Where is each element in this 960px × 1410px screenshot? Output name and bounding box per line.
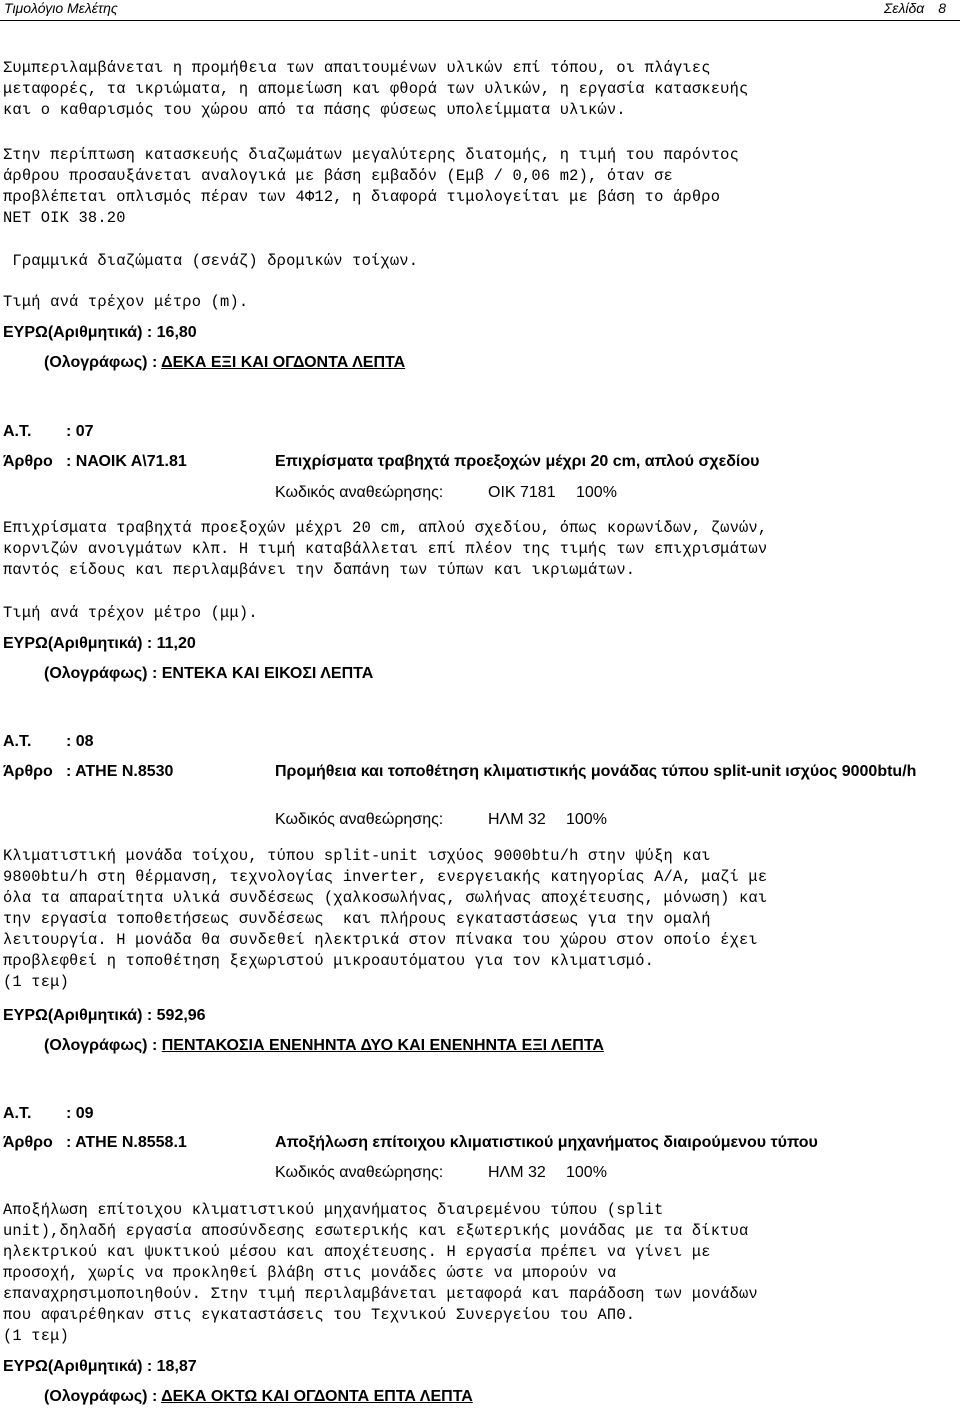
revision-percent: 100% [566,1164,607,1181]
item-description: Αποξήλωση επίτοιχου κλιματιστικού μηχανήματος διαιρεμένου τύπου (split unit),δηλαδή εργασία αποσύνδεσης εσωτερικής και εξωτερικής μονάδας με τα δίκτυα ηλεκτρικού και ψυκτικού μέσου και αποχέτευσης. Η εργασία πρέπει να γίνει με προσοχή, χωρίς να προκληθεί βλάβη στις μονάδες ώστε να μπορούν να επαναχρησιμοποιηθούν. Στην τιμή περιλαμβάνεται μεταφορά και παράδοση των μονάδων που αφαιρέθηκαν στις εγκαταστάσεις του Τεχνικού Συνεργείου του ΑΠΘ. (1 τεμ) [3,1201,758,1345]
page-label: Σελίδα [883,0,925,16]
article-label: Άρθρο [3,1134,53,1151]
words-label: (Ολογράφως) : [44,1037,162,1054]
at-value: : 08 [66,733,94,750]
item-price: ΕΥΡΩ(Αριθμητικά) : 592,96 [3,1007,206,1024]
revision-code: ΟΙΚ 7181 [488,484,556,501]
item-price: ΕΥΡΩ(Αριθμητικά) : 18,87 [3,1358,197,1375]
at-label: Α.Τ. [3,1105,32,1122]
article-value: : ΝΑΟΙΚ Α\71.81 [66,453,187,470]
article-label: Άρθρο [3,453,53,470]
words-label: (Ολογράφως) : [44,1388,162,1405]
at-value: : 07 [66,423,94,440]
item-price: ΕΥΡΩ(Αριθμητικά) : 11,20 [3,635,196,652]
revision-code: ΗΛΜ 32 [488,811,546,828]
item-words [44,664,373,684]
words-value: ΕΝΤΕΚΑ ΚΑΙ ΕΙΚΟΣΙ ΛΕΠΤΑ [161,665,374,682]
item-unit: Τιμή ανά τρέχον μέτρο (μμ). [3,604,258,622]
words-label: (Ολογράφως) : [44,354,162,371]
page-indicator [884,0,946,16]
revision-percent: 100% [566,811,607,828]
revision-code: ΗΛΜ 32 [488,1164,546,1181]
page-number: 8 [938,0,946,16]
item-title: Αποξήλωση επίτοιχου κλιματιστικού μηχανήματος διαιρούμενου τύπου [275,1134,818,1151]
revision-percent: 100% [576,484,617,501]
at-value: : 09 [66,1105,94,1122]
intro-paragraph-2: Στην περίπτωση κατασκευής διαζωμάτων μεγαλύτερης διατομής, η τιμή του παρόντος άρθρου προσαυξάνεται αναλογικά με βάση εμβαδόν (Εμβ / 0,06 m2), όταν σε προβλέπεται οπλισμός πέραν των 4Φ12, η διαφορά τιμολογείται με βάση το άρθρο ΝΕΤ ΟΙΚ 38.20 [3,146,739,227]
article-value: : ΑΤΗΕ Ν.8558.1 [66,1134,187,1151]
intro-subtitle: Γραμμικά διαζώματα (σενάζ) δρομικών τοίχων. [3,252,419,270]
item-title: Επιχρίσματα τραβηχτά προεξοχών μέχρι 20 cm, απλού σχεδίου [275,453,760,470]
intro-paragraph-1: Συμπεριλαμβάνεται η προμήθεια των απαιτουμένων υλικών επί τόπου, οι πλάγιες μεταφορές, τα ικριώματα, η απομείωση και φθορά των υλικών, η εργασία κατασκευής και ο καθαρισμός του χώρου από τα πάσης φύσεως υπολείμματα υλικών. [3,59,749,119]
revision-label: Κωδικός αναθεώρησης: [275,484,444,501]
item-words [44,1036,604,1056]
revision-label: Κωδικός αναθεώρησης: [275,811,444,828]
at-label: Α.Τ. [3,423,32,440]
words-value: ΔΕΚΑ ΟΚΤΩ ΚΑΙ ΟΓΔΟΝΤΑ ΕΠΤΑ ΛΕΠΤΑ [161,1388,473,1405]
words-label: (Ολογράφως) : [44,665,162,682]
intro-price: ΕΥΡΩ(Αριθμητικά) : 16,80 [3,324,197,341]
words-value: ΠΕΝΤΑΚΟΣΙΑ ΕΝΕΝΗΝΤΑ ΔΥΟ ΚΑΙ ΕΝΕΝΗΝΤΑ ΕΞΙ ΛΕΠΤΑ [161,1037,604,1054]
intro-words [44,353,405,373]
item-description: Κλιματιστική μονάδα τοίχου, τύπου split-unit ισχύος 9000btu/h στην ψύξη και 9800btu/h στη θέρμανση, τεχνολογίας inverter, ενεργειακής κατηγορίας Α/Α, μαζί με όλα τα απαραίτητα υλικά συνδέσεως (χαλκοσωλήνας, σωλήνας αποχέτευσης, μόνωση) και την εργασία τοποθετήσεως συνδέσεως και πλήρους εγκαταστάσεως για την ομαλή λειτουργία. Η μονάδα θα συνδεθεί ηλεκτρικά στον πίνακα του χώρου στον οποίο έχει προβλεφθεί η τοποθέτηση ξεχωριστού μικροαυτόματου για τον κλιματισμό. (1 τεμ) [3,847,768,991]
words-value: ΔΕΚΑ ΕΞΙ ΚΑΙ ΟΓΔΟΝΤΑ ΛΕΠΤΑ [161,354,406,371]
article-label: Άρθρο [3,763,53,780]
item-words [44,1387,473,1407]
item-description: Επιχρίσματα τραβηχτά προεξοχών μέχρι 20 cm, απλού σχεδίου, όπως κορωνίδων, ζωνών, κορνιζών ανοιγμάτων κλπ. Η τιμή καταβάλλεται επί πλέον της τιμής των επιχρισμάτων παντός είδους και περιλαμβάνει την δαπάνη των τύπων και ικριωμάτων. [3,519,768,579]
page-header [0,0,960,21]
article-value: : ΑΤΗΕ Ν.8530 [66,763,174,780]
intro-unit: Τιμή ανά τρέχον μέτρο (m). [3,293,249,311]
item-title: Προμήθεια και τοποθέτηση κλιματιστικής μονάδας τύπου split-unit ισχύος 9000btu/h [275,763,917,780]
document-title: Τιμολόγιο Μελέτης [4,0,118,16]
at-label: Α.Τ. [3,733,32,750]
revision-label: Κωδικός αναθεώρησης: [275,1164,444,1181]
